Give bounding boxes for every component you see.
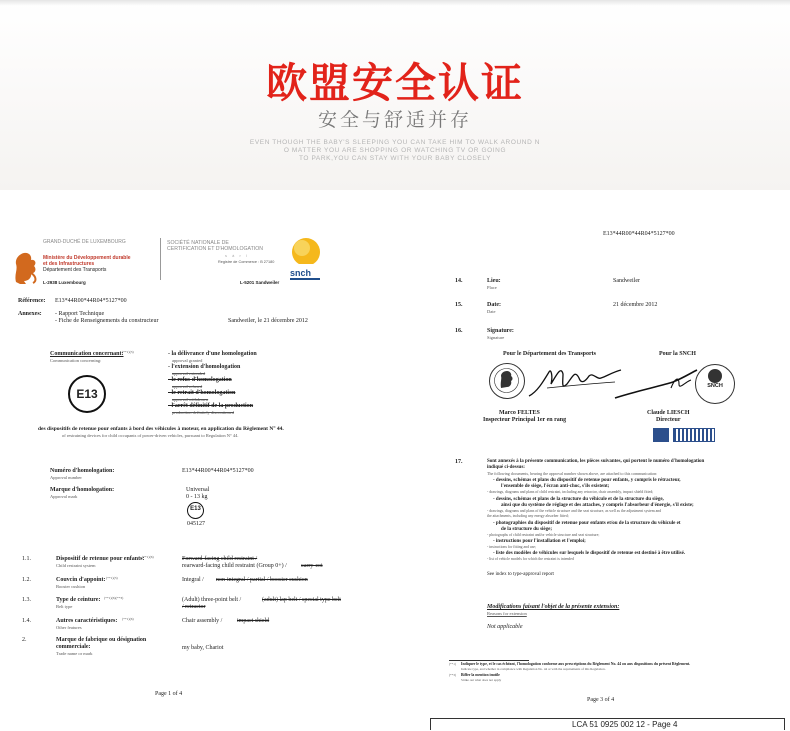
- row-17-item-1-sub: - drawings, diagrams and plans of child restraint, including any retractor, chair assembly, impact shield fitted;: [487, 490, 654, 494]
- snch-address: L-5201 Sandweiler: [240, 280, 280, 285]
- approval-mark-number: 045127: [187, 521, 205, 527]
- approval-number-sub: Approval number: [50, 475, 82, 480]
- row-16-num: 16.: [455, 328, 463, 334]
- annex-1: - Rapport Technique: [55, 311, 105, 317]
- reference-label: Référence:: [18, 298, 46, 304]
- snch-form: s à r l: [225, 253, 249, 258]
- see-index: See index to type-approval report: [487, 572, 554, 577]
- e13-mark: [68, 375, 106, 413]
- row-1-1-sub: Child restraint system: [56, 563, 96, 568]
- annex-2: - Fiche de Renseignements du constructeur: [55, 318, 159, 324]
- row-1-1-value-3: carry-cot: [301, 563, 323, 569]
- communication-label: Communication concernant:: [50, 351, 124, 357]
- comm-option-4-sub: approval withdrawn: [172, 397, 209, 402]
- banner-tagline-2: O MATTER YOU ARE SHOPPING OR WATCHING TV OR GOING: [283, 147, 507, 154]
- banner-title: 欧盟安全认证: [266, 59, 524, 107]
- comm-option-5-sub: production definitely discontinued: [172, 410, 234, 415]
- page-3-number: Page 3 of 4: [587, 697, 615, 703]
- document-code: LCA 51 0925 002 12 - Page 4: [572, 720, 678, 729]
- e13-mark-text: E13: [76, 387, 98, 401]
- row-1-2-value: Integral /: [182, 577, 204, 583]
- top-shadow-line: [0, 0, 790, 6]
- signatory-right-title: Directeur: [656, 417, 681, 423]
- footnote-2-sub: Strike out what does not apply: [461, 678, 502, 682]
- accreditation-badge-icon: [653, 428, 669, 442]
- comm-option-5: - l'arrêt définitif de la production: [168, 403, 254, 409]
- row-14-label: Lieu:: [487, 278, 501, 284]
- approval-mark-sub: Approval mark: [50, 494, 78, 499]
- comm-option-1-sub: approval granted: [172, 358, 203, 363]
- signatory-left-head: Pour le Département des Transports: [503, 351, 596, 357]
- row-17-item-2b: ainsi que du système de réglage et des attaches, y compris l'absorbeur d'énergie, s'il existe;: [501, 503, 694, 508]
- row-16-sub: Signature: [487, 335, 505, 340]
- row-17-item-3: - photographies du dispositif de retenue pour enfants et/ou de la structure du véhicule et: [493, 521, 681, 526]
- row-1-4-value: Chair assembly /: [182, 618, 223, 624]
- row-15-num: 15.: [455, 302, 463, 308]
- row-16-label: Signature:: [487, 328, 514, 334]
- row-17-intro-2: indiqué ci-dessus:: [487, 465, 525, 470]
- communication-note: (**1)(3): [122, 350, 134, 354]
- row-2-value: my baby, Chariot: [182, 645, 224, 651]
- row-1-4-num: 1.4.: [22, 618, 31, 624]
- row-2-sub: Trade name or mark: [56, 651, 93, 656]
- footnote-2: Biffer la mention inutile: [461, 673, 500, 677]
- comm-option-3-sub: approval refused: [172, 384, 203, 389]
- row-1-1-num: 1.1.: [22, 556, 31, 562]
- modifications-sub: Reasons for extension: [487, 611, 527, 616]
- snch-registry: Registre de Commerce : B 27180: [218, 260, 275, 264]
- row-1-4-sub: Other features: [56, 625, 82, 630]
- comm-option-4: - le retrait d'homologation: [168, 390, 236, 396]
- reference-value: E13*44R00*44R04*5127*00: [55, 298, 127, 304]
- gov-department: Département des Transports: [43, 267, 107, 273]
- row-1-3-num: 1.3.: [22, 597, 31, 603]
- communication-sub: Communication concerning:: [50, 358, 102, 363]
- row-1-2-sub: Booster cushion: [56, 584, 86, 589]
- signatory-right-head: Pour la SNCH: [659, 351, 696, 357]
- row-2-label: Marque de fabrique ou désignation: [56, 637, 147, 643]
- row-2-num: 2.: [22, 637, 27, 643]
- seal-sun-icon: [708, 369, 722, 383]
- approval-mark-class: Universal: [186, 487, 210, 493]
- row-14-num: 14.: [455, 278, 463, 284]
- row-1-3-note: (**1)(6)(**3): [104, 596, 124, 600]
- modifications-title: Modifications faisant l'objet de la présente extension:: [487, 604, 620, 610]
- gov-address: L-2938 Luxembourg: [43, 280, 86, 285]
- row-1-2-label: Couvcin d'appoint:: [56, 577, 106, 583]
- row-1-1-label: Dispositif de retenue pour enfants:: [56, 556, 145, 562]
- row-1-3-sub: Belt type: [56, 604, 73, 609]
- certificate-page-3: [405, 210, 790, 731]
- row-17-item-2-sub-b: the attachments, including any energy absorber fitted;: [487, 514, 569, 518]
- row-15-label: Date:: [487, 302, 501, 308]
- row-1-1-note: (**1)(6): [142, 555, 154, 559]
- banner-tagline-1: EVEN THOUGH THE BABY'S SLEEPING YOU CAN TAKE HIM TO WALK AROUND N: [249, 139, 541, 146]
- signatory-left-name: Marco FELTES: [499, 410, 540, 416]
- row-2-label-2: commerciale:: [56, 644, 91, 650]
- gov-infrastructure: et des Infrastructures: [43, 261, 95, 267]
- not-applicable: Not applicable: [487, 624, 523, 630]
- snch-logo-text: snch: [290, 268, 312, 278]
- row-1-2-note: (**1)(3): [106, 576, 118, 580]
- row-15-value: 21 décembre 2012: [613, 302, 658, 308]
- row-17-item-4: - instructions pour l'installation et l'emploi;: [493, 539, 586, 544]
- row-15-sub: Date: [487, 309, 496, 314]
- issue-date: Sandweiler, le 21 décembre 2012: [228, 318, 308, 324]
- footnote-rule: [449, 660, 529, 661]
- row-17-intro-sub: The following documents, bearing the approval number shown above, are attached to this communication:: [487, 471, 658, 476]
- row-14-value: Sandweiler: [613, 278, 640, 284]
- row-1-3-value: (Adult) three-point belt /: [182, 597, 242, 603]
- row-1-3-label: Type de ceinture:: [56, 597, 101, 603]
- row-17-item-4-sub: - instructions for fitting and use;: [487, 545, 537, 549]
- signatory-right-name: Claude LIESCH: [647, 410, 690, 416]
- snch-seal: [695, 364, 735, 404]
- row-1-4-label: Autres caractéristiques:: [56, 618, 118, 624]
- row-17-item-2-sub: - drawings, diagrams and plans of the vehicle structure and the seat structure, as well as the adjustment system and: [487, 509, 662, 513]
- approval-mark-weight: 0 - 13 kg: [186, 494, 208, 500]
- row-1-3-value-2: (adult) lap belt / special type belt: [262, 597, 341, 603]
- row-1-4-note: (**1)(6): [122, 617, 134, 621]
- comm-option-3: - le refus d'homologation: [168, 377, 232, 383]
- ministry-seal: [489, 363, 525, 399]
- annexes-label: Annexes:: [18, 311, 42, 317]
- footnote-2-mark: (**3): [449, 673, 456, 677]
- row-17-item-2: - dessins, schémas et plans de la structure du véhicule et de la structure du siège,: [493, 497, 664, 502]
- row-17-item-5-sub: - list of vehicle models for which the restraint is intended: [487, 557, 574, 561]
- row-17-item-3b: de la structure du siège;: [501, 527, 553, 532]
- seal-lion-icon: [490, 364, 523, 397]
- signatory-left-title: Inspecteur Principal 1er en rang: [483, 417, 567, 423]
- e13-small-mark: [187, 502, 204, 519]
- footnote-1-sub: Indicate type, and whether in compliance with Regulation No. 44 or with the requirements of this Regulation.: [461, 667, 606, 671]
- liesch-signature: [613, 366, 703, 402]
- comm-option-2: - l'extension d'homologation: [168, 364, 241, 370]
- approval-number-label: Numéro d'homologation:: [50, 468, 115, 474]
- e13-small-mark-text: E13: [190, 506, 201, 512]
- row-17-item-1: - dessins, schémas et plans du dispositif de retenue pour enfants, y compris le rétracteur,: [493, 478, 681, 483]
- gov-name: GRAND-DUCHÉ DE LUXEMBOURG: [43, 239, 126, 245]
- comm-option-1: - la délivrance d'une homologation: [168, 351, 257, 357]
- accreditation-logo-icon: [673, 428, 715, 442]
- approval-number-value: E13*44R00*44R04*5127*00: [182, 468, 254, 474]
- approval-mark-label: Marque d'homologation:: [50, 487, 115, 493]
- banner-tagline-3: TO PARK,YOU CAN STAY WITH YOUR BABY CLOSELY: [298, 155, 492, 162]
- snch-seal-text: SNCH: [707, 383, 723, 389]
- comm-option-2-sub: approval extended: [172, 371, 206, 376]
- gov-ministry: Ministère du Développement durable: [43, 255, 131, 261]
- feltes-signature: [527, 362, 623, 402]
- row-1-1-value-2: rearward-facing child restraint (Group 0+) /: [182, 563, 287, 569]
- footnote-1: Indiquer le type, et le cas échéant, l'homologation conforme aux prescriptions du Règlement No. 44 ou aux dispositions du présent Règlement.: [461, 662, 691, 666]
- luxembourg-lion-icon: [10, 248, 40, 286]
- snch-name-1: SOCIÉTÉ NATIONALE DE: [167, 240, 229, 246]
- banner-subtitle: 安全与舒适并存: [317, 109, 472, 131]
- reference-top: E13*44R00*44R04*5127*00: [603, 231, 675, 237]
- row-17-item-3-sub: - photographs of child restraint and/or vehicle structure and seat structure;: [487, 533, 600, 537]
- row-17-intro: Sont annexés à la présente communication, les pièces suivantes, qui portent le numéro d'homologation: [487, 459, 705, 464]
- row-1-1-value-1: Forward-facing child restraint /: [182, 556, 258, 562]
- snch-logo-bar: [290, 278, 320, 280]
- footnote-1-mark: (**1): [449, 662, 456, 666]
- row-1-3-value-3: / retractor: [182, 604, 206, 610]
- header-divider: [160, 238, 161, 280]
- row-1-4-value-2: impact shield: [237, 618, 270, 624]
- devices-title: des dispositifs de retenue pour enfants à bord des véhicules à moteur, en application du Règlement N° 44.: [38, 426, 284, 432]
- banner: [0, 0, 790, 190]
- page-1-number: Page 1 of 4: [155, 691, 183, 697]
- devices-subtitle: of restraining devices for child occupants of power-driven vehicles, pursuant to Regulation N° 44.: [62, 433, 239, 438]
- row-1-2-value-2: non-integral / partial / booster cushion: [216, 577, 308, 583]
- row-14-sub: Place: [487, 285, 497, 290]
- row-1-2-num: 1.2.: [22, 577, 31, 583]
- row-17-item-5: - liste des modèles de véhicules sur lesquels le dispositif de retenue est destiné à être utilisé.: [493, 551, 686, 556]
- certificate-page-1: [0, 210, 385, 731]
- snch-name-2: CERTIFICATION ET D'HOMOLOGATION: [167, 246, 264, 252]
- row-17-num: 17.: [455, 459, 463, 465]
- row-17-item-1b: l'ensemble de siège, l'écran anti-choc, s'ils existent;: [501, 484, 610, 489]
